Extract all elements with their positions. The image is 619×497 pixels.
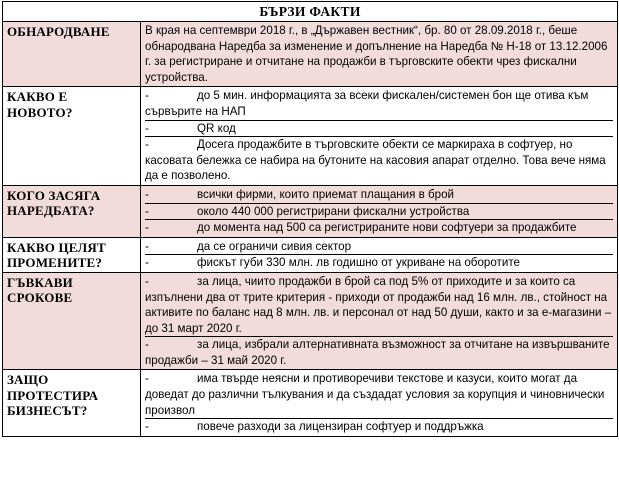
row-label-business-protest: ЗАЩО ПРОТЕСТИРА БИЗНЕСЪТ? <box>3 370 141 436</box>
facts-rows <box>3 22 618 437</box>
bullet-dash: - <box>145 121 149 135</box>
list-item-text: до 5 мин. информацията за всеки фискален/системен бон ще отива към сървърите на НАП <box>145 89 589 118</box>
table-row-whats-new <box>3 87 618 186</box>
list-item <box>145 220 613 236</box>
list-item <box>145 419 613 435</box>
bullet-dash: - <box>145 338 149 352</box>
list-item-text: фискът губи 330 млн. лв годишно от укриване на оборотите <box>197 256 520 270</box>
list-item-text: да се ограничи сивия сектор <box>197 239 352 253</box>
list-item <box>145 88 613 120</box>
bullet-dash: - <box>145 420 149 434</box>
list-item <box>145 137 613 184</box>
list-item <box>145 204 613 221</box>
list-item <box>145 239 613 256</box>
table-row-business-protest <box>3 370 618 436</box>
list-item-text: за лица, избрали алтернативната възможност за отчитане на извършваните продажби – 31 май 2020 г. <box>145 338 610 367</box>
table-row-who-affected <box>3 185 618 237</box>
row-content-flexible-deadlines <box>141 272 618 370</box>
table-row-flexible-deadlines <box>3 272 618 370</box>
bullet-dash: - <box>145 274 149 288</box>
row-content-who-affected <box>141 185 618 237</box>
list-item-text: до момента над 500 са регистрираните нови софтуери за продажбите <box>197 221 577 235</box>
bullet-dash: - <box>145 221 149 235</box>
table-row-goals <box>3 237 618 272</box>
bullet-dash: - <box>145 187 149 201</box>
bullet-dash: - <box>145 89 149 103</box>
row-content-goals <box>141 237 618 272</box>
list-item <box>145 121 613 138</box>
row-label-goals: КАКВО ЦЕЛЯТ ПРОМЕНИТЕ? <box>3 237 141 272</box>
row-label-flexible-deadlines: ГЪВКАВИ СРОКОВЕ <box>3 272 141 370</box>
list-item <box>145 371 613 419</box>
bullet-dash: - <box>145 138 149 152</box>
row-label-whats-new: КАКВО Е НОВОТО? <box>3 87 141 186</box>
table-title: БЪРЗИ ФАКТИ <box>3 2 618 22</box>
list-item <box>145 274 613 337</box>
list-item <box>145 255 613 271</box>
list-item-text: за лица, чиито продажби в брой са под 5% от приходите и за които са изпълнени два от трите критерия - приходи от продажби над 16 млн. лв., стойност на активите по баланс над 8 млн. лв. и персонал от над 50 души, както и за е-магазини – до 31 март 2020 г. <box>145 274 612 335</box>
table-row-publication <box>3 22 618 87</box>
bullet-dash: - <box>145 239 149 253</box>
row-content-publication <box>141 22 618 87</box>
bullet-dash: - <box>145 372 149 386</box>
bullet-dash: - <box>145 256 149 270</box>
list-item-text: около 440 000 регистрирани фискални устройства <box>197 204 470 218</box>
list-item-text: QR код <box>197 121 236 135</box>
row-paragraph: В края на септември 2018 г., в „Държавен вестник“, бр. 80 от 28.09.2018 г., беше обнародвана Наредба за изменение и допълнение на Наредба № Н-18 от 13.12.2006 г. за регистриране и отчитане на продажби в търговските обекти чрез фискални устройства. <box>145 24 608 84</box>
row-label-who-affected: КОГО ЗАСЯГА НАРЕДБАТА? <box>3 185 141 237</box>
quick-facts-table <box>2 1 618 437</box>
list-item-text: Досега продажбите в търговските обекти се маркираха в софтуер, но касовата бележка се набира на бутоните на касовия апарат отделно. Това вече няма да е позволено. <box>145 138 606 183</box>
list-item <box>145 337 613 368</box>
bullet-dash: - <box>145 204 149 218</box>
list-item-text: има твърде неясни и противоречиви текстове и казуси, които могат да доведат до различни тълкувания и да създадат условия за корупция и чиновнически произвол <box>145 372 605 417</box>
list-item-text: всички фирми, които приемат плащания в брой <box>197 187 455 201</box>
row-content-whats-new <box>141 87 618 186</box>
row-label-publication: ОБНАРОДВАНЕ <box>3 22 141 87</box>
row-content-business-protest <box>141 370 618 436</box>
list-item <box>145 187 613 204</box>
list-item-text: повече разходи за лицензиран софтуер и поддръжка <box>197 420 484 434</box>
